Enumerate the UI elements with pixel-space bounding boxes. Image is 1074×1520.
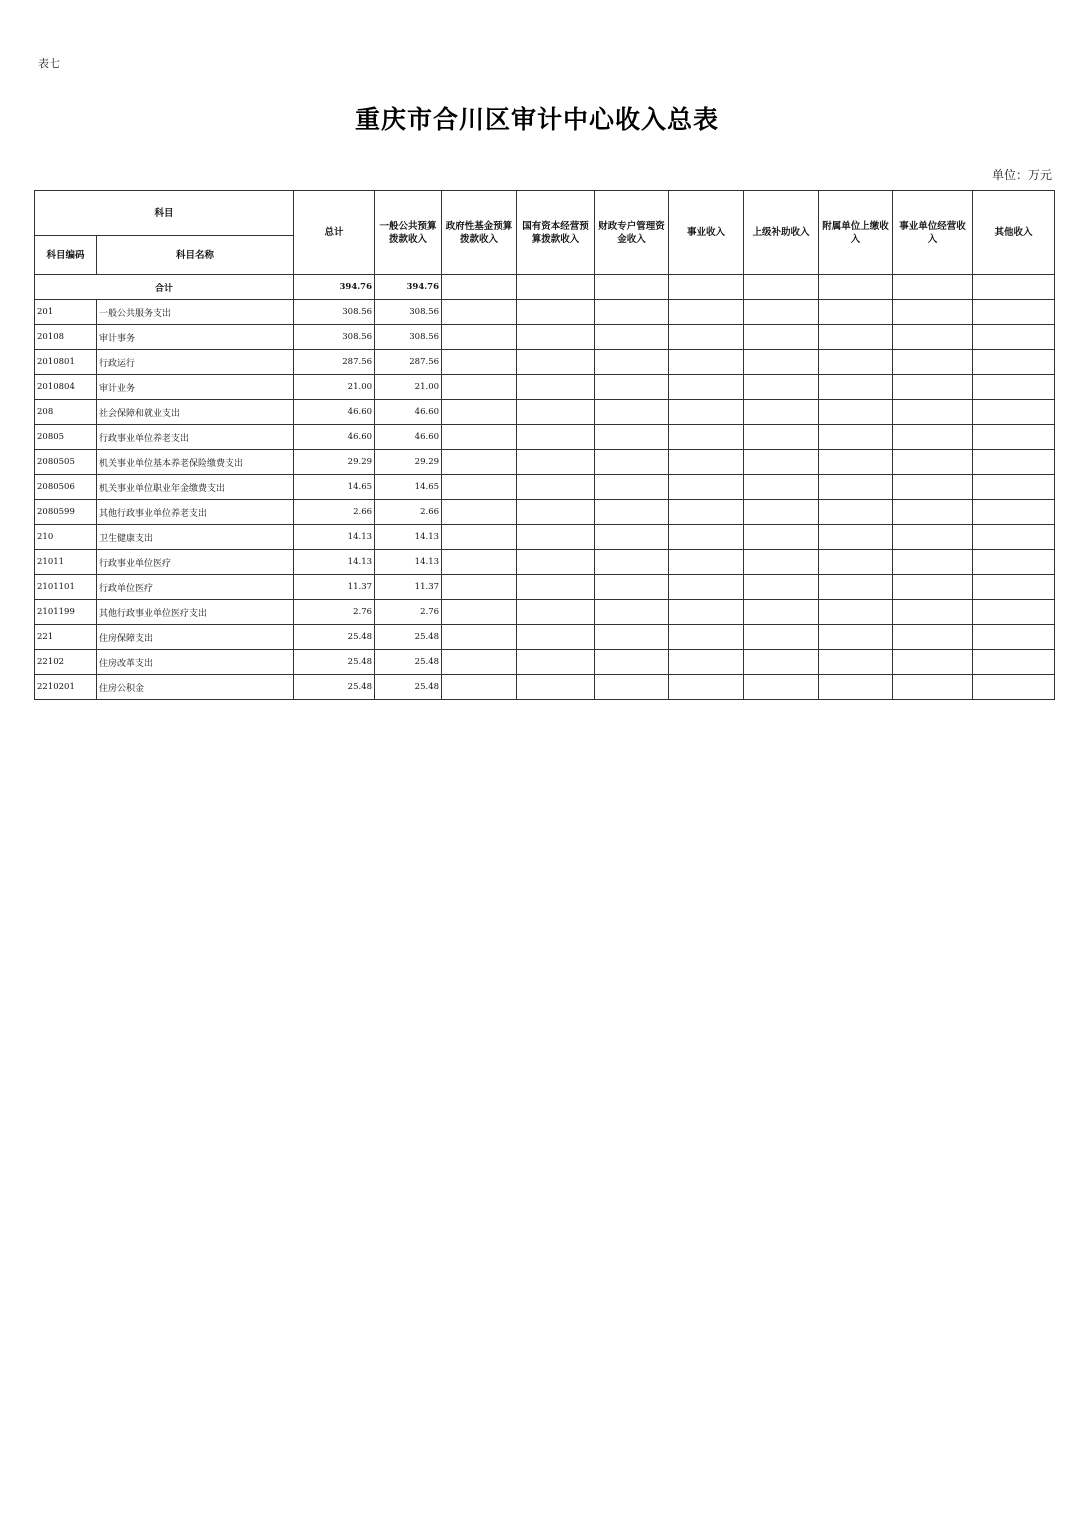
subject-code-cell: 2080506 (35, 475, 97, 500)
subject-name-cell: 住房改革支出 (97, 650, 294, 675)
total-cell: 25.48 (294, 650, 375, 675)
empty-cell (973, 300, 1055, 325)
table-row (35, 525, 1055, 550)
empty-cell (744, 325, 819, 350)
empty-cell (442, 550, 517, 575)
total-label: 合计 (35, 275, 294, 300)
empty-cell (893, 325, 973, 350)
subject-code-cell: 221 (35, 625, 97, 650)
table-row (35, 625, 1055, 650)
empty-cell (595, 575, 669, 600)
empty-cell (893, 625, 973, 650)
empty-cell (744, 350, 819, 375)
subject-code-cell: 21011 (35, 550, 97, 575)
empty-cell (517, 350, 595, 375)
header-general-budget: 一般公共预算拨款收入 (375, 191, 442, 275)
empty-cell (973, 500, 1055, 525)
empty-cell (442, 300, 517, 325)
empty-cell (517, 425, 595, 450)
empty-cell (595, 525, 669, 550)
empty-cell (744, 275, 819, 300)
empty-cell (517, 300, 595, 325)
empty-cell (744, 600, 819, 625)
general-budget-cell: 25.48 (375, 625, 442, 650)
general-budget-cell: 11.37 (375, 575, 442, 600)
empty-cell (973, 650, 1055, 675)
empty-cell (973, 425, 1055, 450)
empty-cell (595, 425, 669, 450)
header-subject-name: 科目名称 (97, 236, 294, 275)
empty-cell (893, 375, 973, 400)
empty-cell (893, 400, 973, 425)
empty-cell (669, 600, 744, 625)
general-budget-cell: 25.48 (375, 650, 442, 675)
empty-cell (442, 400, 517, 425)
empty-cell (744, 400, 819, 425)
empty-cell (973, 675, 1055, 700)
header-state-capital: 国有资本经营预算拨款收入 (517, 191, 595, 275)
subject-name-cell: 行政运行 (97, 350, 294, 375)
empty-cell (819, 275, 893, 300)
total-cell: 25.48 (294, 625, 375, 650)
empty-cell (517, 475, 595, 500)
subject-code-cell: 2080505 (35, 450, 97, 475)
empty-cell (669, 450, 744, 475)
empty-cell (744, 450, 819, 475)
general-budget-cell: 21.00 (375, 375, 442, 400)
empty-cell (893, 425, 973, 450)
empty-cell (442, 375, 517, 400)
total-cell: 2.66 (294, 500, 375, 525)
empty-cell (893, 300, 973, 325)
empty-cell (517, 650, 595, 675)
empty-cell (442, 425, 517, 450)
empty-cell (669, 300, 744, 325)
empty-cell (819, 350, 893, 375)
empty-cell (744, 675, 819, 700)
empty-cell (442, 350, 517, 375)
empty-cell (973, 450, 1055, 475)
empty-cell (893, 500, 973, 525)
empty-cell (893, 475, 973, 500)
empty-cell (744, 575, 819, 600)
empty-cell (893, 675, 973, 700)
total-cell: 14.65 (294, 475, 375, 500)
general-budget-cell: 46.60 (375, 400, 442, 425)
empty-cell (595, 675, 669, 700)
empty-cell (442, 600, 517, 625)
empty-cell (595, 500, 669, 525)
subject-name-cell: 社会保障和就业支出 (97, 400, 294, 425)
empty-cell (744, 500, 819, 525)
empty-cell (442, 500, 517, 525)
empty-cell (973, 350, 1055, 375)
empty-cell (973, 550, 1055, 575)
empty-cell (973, 325, 1055, 350)
subject-name-cell: 住房保障支出 (97, 625, 294, 650)
empty-cell (595, 400, 669, 425)
empty-cell (669, 550, 744, 575)
total-cell: 29.29 (294, 450, 375, 475)
empty-cell (595, 275, 669, 300)
empty-cell (893, 450, 973, 475)
empty-cell (517, 675, 595, 700)
empty-cell (595, 650, 669, 675)
empty-cell (442, 450, 517, 475)
empty-cell (442, 475, 517, 500)
empty-cell (595, 450, 669, 475)
empty-cell (595, 625, 669, 650)
table-row (35, 650, 1055, 675)
empty-cell (442, 275, 517, 300)
empty-cell (669, 400, 744, 425)
header-affiliate: 附属单位上缴收入 (819, 191, 893, 275)
empty-cell (893, 525, 973, 550)
table-number: 表七 (38, 57, 60, 70)
empty-cell (442, 675, 517, 700)
subject-name-cell: 一般公共服务支出 (97, 300, 294, 325)
general-budget-cell: 2.66 (375, 500, 442, 525)
subject-code-cell: 2210201 (35, 675, 97, 700)
total-cell: 21.00 (294, 375, 375, 400)
subject-code-cell: 210 (35, 525, 97, 550)
empty-cell (893, 350, 973, 375)
subject-code-cell: 2101199 (35, 600, 97, 625)
empty-cell (819, 450, 893, 475)
document-title: 重庆市合川区审计中心收入总表 (354, 105, 719, 134)
subject-name-cell: 行政事业单位养老支出 (97, 425, 294, 450)
empty-cell (517, 450, 595, 475)
empty-cell (893, 650, 973, 675)
header-operating: 事业单位经营收入 (893, 191, 973, 275)
subject-code-cell: 2101101 (35, 575, 97, 600)
subject-name-cell: 机关事业单位职业年金缴费支出 (97, 475, 294, 500)
empty-cell (595, 325, 669, 350)
empty-cell (517, 575, 595, 600)
empty-cell (669, 525, 744, 550)
subject-code-cell: 2080599 (35, 500, 97, 525)
empty-cell (517, 275, 595, 300)
header-gov-fund: 政府性基金预算拨款收入 (442, 191, 517, 275)
table-row (35, 300, 1055, 325)
empty-cell (744, 625, 819, 650)
header-other: 其他收入 (973, 191, 1055, 275)
subject-name-cell: 审计事务 (97, 325, 294, 350)
table-row (35, 600, 1055, 625)
empty-cell (442, 650, 517, 675)
header-subject-code: 科目编码 (35, 236, 97, 275)
subject-name-cell: 审计业务 (97, 375, 294, 400)
header-subject: 科目 (35, 191, 294, 236)
total-cell: 11.37 (294, 575, 375, 600)
total-cell: 46.60 (294, 400, 375, 425)
empty-cell (819, 475, 893, 500)
total-cell: 2.76 (294, 600, 375, 625)
table-row (35, 375, 1055, 400)
empty-cell (517, 375, 595, 400)
empty-cell (819, 500, 893, 525)
table-row (35, 450, 1055, 475)
unit-label: 单位：万元 (991, 168, 1052, 182)
subject-name-cell: 卫生健康支出 (97, 525, 294, 550)
empty-cell (595, 600, 669, 625)
empty-cell (517, 400, 595, 425)
total-cell: 25.48 (294, 675, 375, 700)
empty-cell (744, 425, 819, 450)
empty-cell (669, 425, 744, 450)
general-budget-cell: 287.56 (375, 350, 442, 375)
empty-cell (595, 350, 669, 375)
empty-cell (819, 575, 893, 600)
empty-cell (669, 375, 744, 400)
subject-name-cell: 行政单位医疗 (97, 575, 294, 600)
total-cell: 308.56 (294, 300, 375, 325)
general-budget-cell: 2.76 (375, 600, 442, 625)
empty-cell (819, 325, 893, 350)
empty-cell (517, 600, 595, 625)
header-row-1 (35, 191, 1055, 236)
header-business: 事业收入 (669, 191, 744, 275)
general-budget-cell: 308.56 (375, 325, 442, 350)
empty-cell (819, 525, 893, 550)
subject-name-cell: 行政事业单位医疗 (97, 550, 294, 575)
general-budget-cell: 25.48 (375, 675, 442, 700)
empty-cell (595, 475, 669, 500)
subject-code-cell: 201 (35, 300, 97, 325)
header-total: 总计 (294, 191, 375, 275)
total-cell: 14.13 (294, 525, 375, 550)
empty-cell (669, 675, 744, 700)
empty-cell (744, 475, 819, 500)
subject-code-cell: 20805 (35, 425, 97, 450)
general-budget-cell: 14.13 (375, 550, 442, 575)
header-fiscal-special: 财政专户管理资金收入 (595, 191, 669, 275)
empty-cell (744, 300, 819, 325)
total-cell: 287.56 (294, 350, 375, 375)
subject-code-cell: 22102 (35, 650, 97, 675)
total-cell: 46.60 (294, 425, 375, 450)
empty-cell (517, 625, 595, 650)
empty-cell (669, 625, 744, 650)
empty-cell (819, 425, 893, 450)
empty-cell (744, 650, 819, 675)
empty-cell (669, 350, 744, 375)
empty-cell (669, 575, 744, 600)
general-budget-cell: 29.29 (375, 450, 442, 475)
table-row (35, 400, 1055, 425)
empty-cell (442, 525, 517, 550)
general-budget-cell: 46.60 (375, 425, 442, 450)
table-row (35, 575, 1055, 600)
empty-cell (744, 525, 819, 550)
empty-cell (819, 625, 893, 650)
empty-cell (973, 275, 1055, 300)
empty-cell (973, 400, 1055, 425)
empty-cell (819, 675, 893, 700)
table-row (35, 425, 1055, 450)
subject-name-cell: 其他行政事业单位养老支出 (97, 500, 294, 525)
subject-code-cell: 20108 (35, 325, 97, 350)
empty-cell (819, 300, 893, 325)
empty-cell (893, 275, 973, 300)
empty-cell (595, 300, 669, 325)
general-budget-cell: 14.65 (375, 475, 442, 500)
subject-code-cell: 2010804 (35, 375, 97, 400)
general-budget-cell: 394.76 (375, 275, 442, 300)
empty-cell (819, 400, 893, 425)
table-row (35, 500, 1055, 525)
empty-cell (893, 550, 973, 575)
income-summary-table (34, 190, 1055, 700)
empty-cell (819, 650, 893, 675)
empty-cell (669, 650, 744, 675)
empty-cell (517, 325, 595, 350)
empty-cell (893, 575, 973, 600)
total-row (35, 275, 1055, 300)
general-budget-cell: 308.56 (375, 300, 442, 325)
empty-cell (819, 550, 893, 575)
subject-code-cell: 208 (35, 400, 97, 425)
empty-cell (669, 275, 744, 300)
empty-cell (744, 550, 819, 575)
total-cell: 14.13 (294, 550, 375, 575)
empty-cell (517, 525, 595, 550)
empty-cell (669, 475, 744, 500)
table-row (35, 675, 1055, 700)
empty-cell (973, 525, 1055, 550)
subject-name-cell: 住房公积金 (97, 675, 294, 700)
empty-cell (442, 625, 517, 650)
empty-cell (517, 550, 595, 575)
empty-cell (595, 550, 669, 575)
empty-cell (973, 475, 1055, 500)
header-superior-subsidy: 上级补助收入 (744, 191, 819, 275)
empty-cell (973, 575, 1055, 600)
subject-name-cell: 其他行政事业单位医疗支出 (97, 600, 294, 625)
empty-cell (973, 600, 1055, 625)
empty-cell (442, 575, 517, 600)
empty-cell (819, 600, 893, 625)
empty-cell (442, 325, 517, 350)
empty-cell (973, 625, 1055, 650)
empty-cell (669, 325, 744, 350)
total-cell: 308.56 (294, 325, 375, 350)
total-cell: 394.76 (294, 275, 375, 300)
empty-cell (744, 375, 819, 400)
empty-cell (669, 500, 744, 525)
table-row (35, 350, 1055, 375)
empty-cell (595, 375, 669, 400)
table-row (35, 475, 1055, 500)
empty-cell (893, 600, 973, 625)
general-budget-cell: 14.13 (375, 525, 442, 550)
table-row (35, 550, 1055, 575)
subject-name-cell: 机关事业单位基本养老保险缴费支出 (97, 450, 294, 475)
empty-cell (517, 500, 595, 525)
empty-cell (819, 375, 893, 400)
table-row (35, 325, 1055, 350)
empty-cell (973, 375, 1055, 400)
subject-code-cell: 2010801 (35, 350, 97, 375)
